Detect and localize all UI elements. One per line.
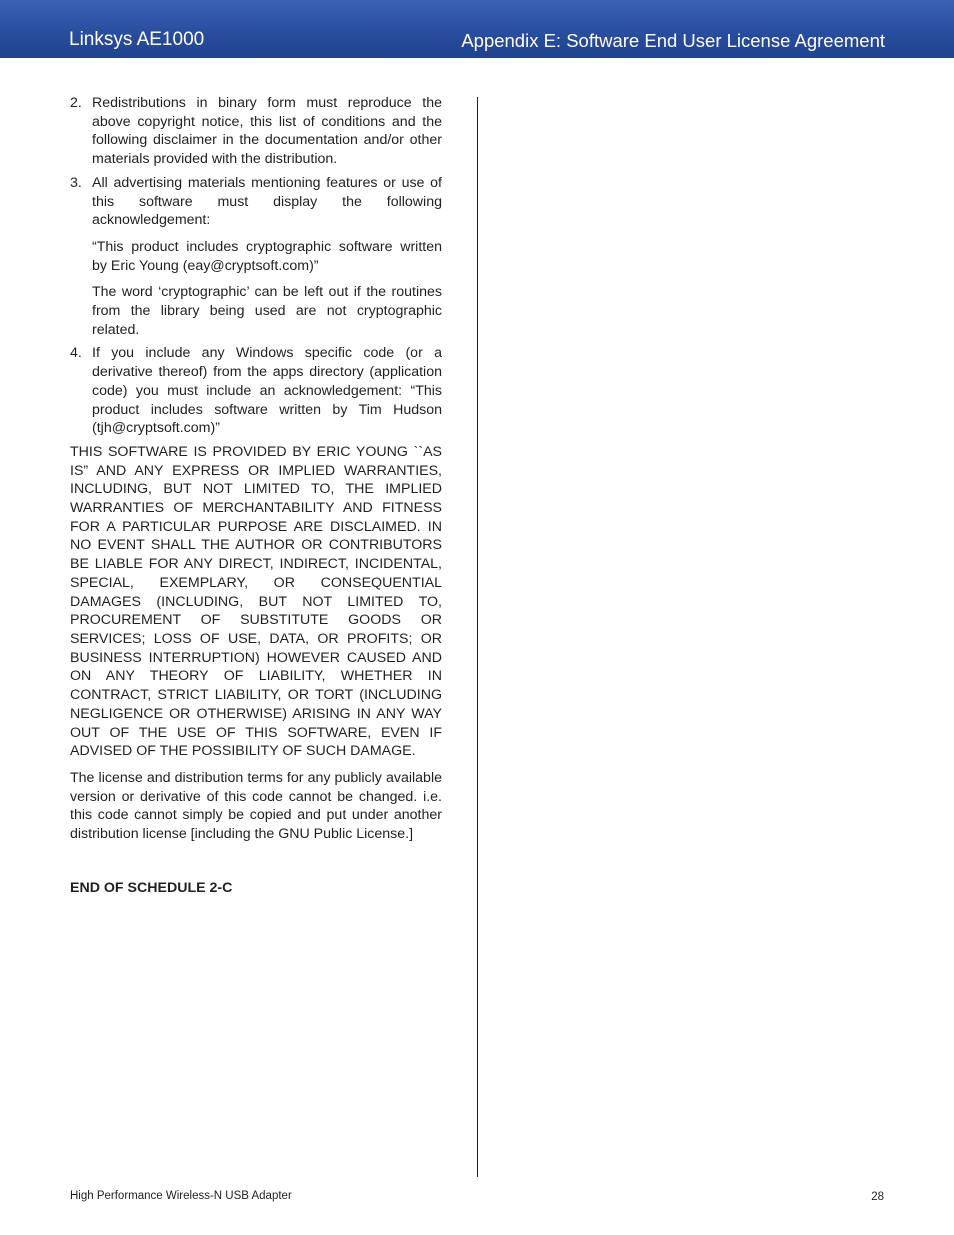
list-paragraph: The word ‘cryptographic’ can be left out if the routines from the library being used are not cryptographic related. (92, 284, 442, 338)
list-paragraph: All advertising materials mentioning features or use of this software must display the following acknowledgement: (92, 174, 442, 229)
list-item (70, 174, 442, 340)
list-number: 4. (70, 345, 82, 362)
page-header (0, 0, 954, 58)
list-paragraph: Redistributions in binary form must reproduce the above copyright notice, this list of conditions and the following disclaimer in the documentation and/or other materials provided with the distribution. (92, 95, 442, 168)
numbered-list (70, 94, 442, 438)
list-item (70, 94, 442, 169)
page-number: 28 (871, 1191, 884, 1203)
column-divider (477, 97, 478, 1177)
left-column (70, 94, 442, 897)
list-number: 3. (70, 174, 82, 191)
product-name: Linksys AE1000 (69, 29, 205, 50)
list-number: 2. (70, 95, 82, 111)
end-of-schedule-marker: END OF SCHEDULE 2-C (70, 879, 233, 896)
list-item (70, 344, 442, 438)
disclaimer-paragraph: THIS SOFTWARE IS PROVIDED BY ERIC YOUNG ``AS IS” AND ANY EXPRESS OR IMPLIED WARRANTIES, INCLUDING, BUT NOT LIMITED TO, THE IMPLIED WARRANTIES OF MERCHANTABILITY AND FITNESS FOR A PARTICULAR PURPOSE ARE DISCLAIMED. IN NO EVENT SHALL THE AUTHOR OR CONTRIBUTORS BE LIABLE FOR ANY DIRECT, INDIRECT, INCIDENTAL, SPECIAL, EXEMPLARY, OR CONSEQUENTIAL DAMAGES (INCLUDING, BUT NOT LIMITED TO, PROCUREMENT OF SUBSTITUTE GOODS OR SERVICES; LOSS OF USE, DATA, OR PROFITS; OR BUSINESS INTERRUPTION) HOWEVER CAUSED AND ON ANY THEORY OF LIABILITY, WHETHER IN CONTRACT, STRICT LIABILITY, OR TORT (INCLUDING NEGLIGENCE OR OTHERWISE) ARISING IN ANY WAY OUT OF THE USE OF THIS SOFTWARE, EVEN IF ADVISED OF THE POSSIBILITY OF SUCH DAMAGE. (70, 443, 442, 760)
list-paragraph: If you include any Windows specific code (or a derivative thereof) from the apps directory (application code) you must include an acknowledgement: “This product includes software written by Tim Hudson (tjh@cryptsoft.com)” (92, 345, 442, 437)
list-paragraph: “This product includes cryptographic software written by Eric Young (eay@cryptsoft.com)” (92, 238, 442, 274)
license-note-paragraph: The license and distribution terms for any publicly available version or derivative of this code cannot be changed. i.e. this code cannot simply be copied and put under another distribution license [including the GNU Public License.] (70, 769, 442, 843)
section-title: Appendix E: Software End User License Agreement (461, 30, 885, 51)
footer-product-description: High Performance Wireless-N USB Adapter (70, 1190, 292, 1202)
